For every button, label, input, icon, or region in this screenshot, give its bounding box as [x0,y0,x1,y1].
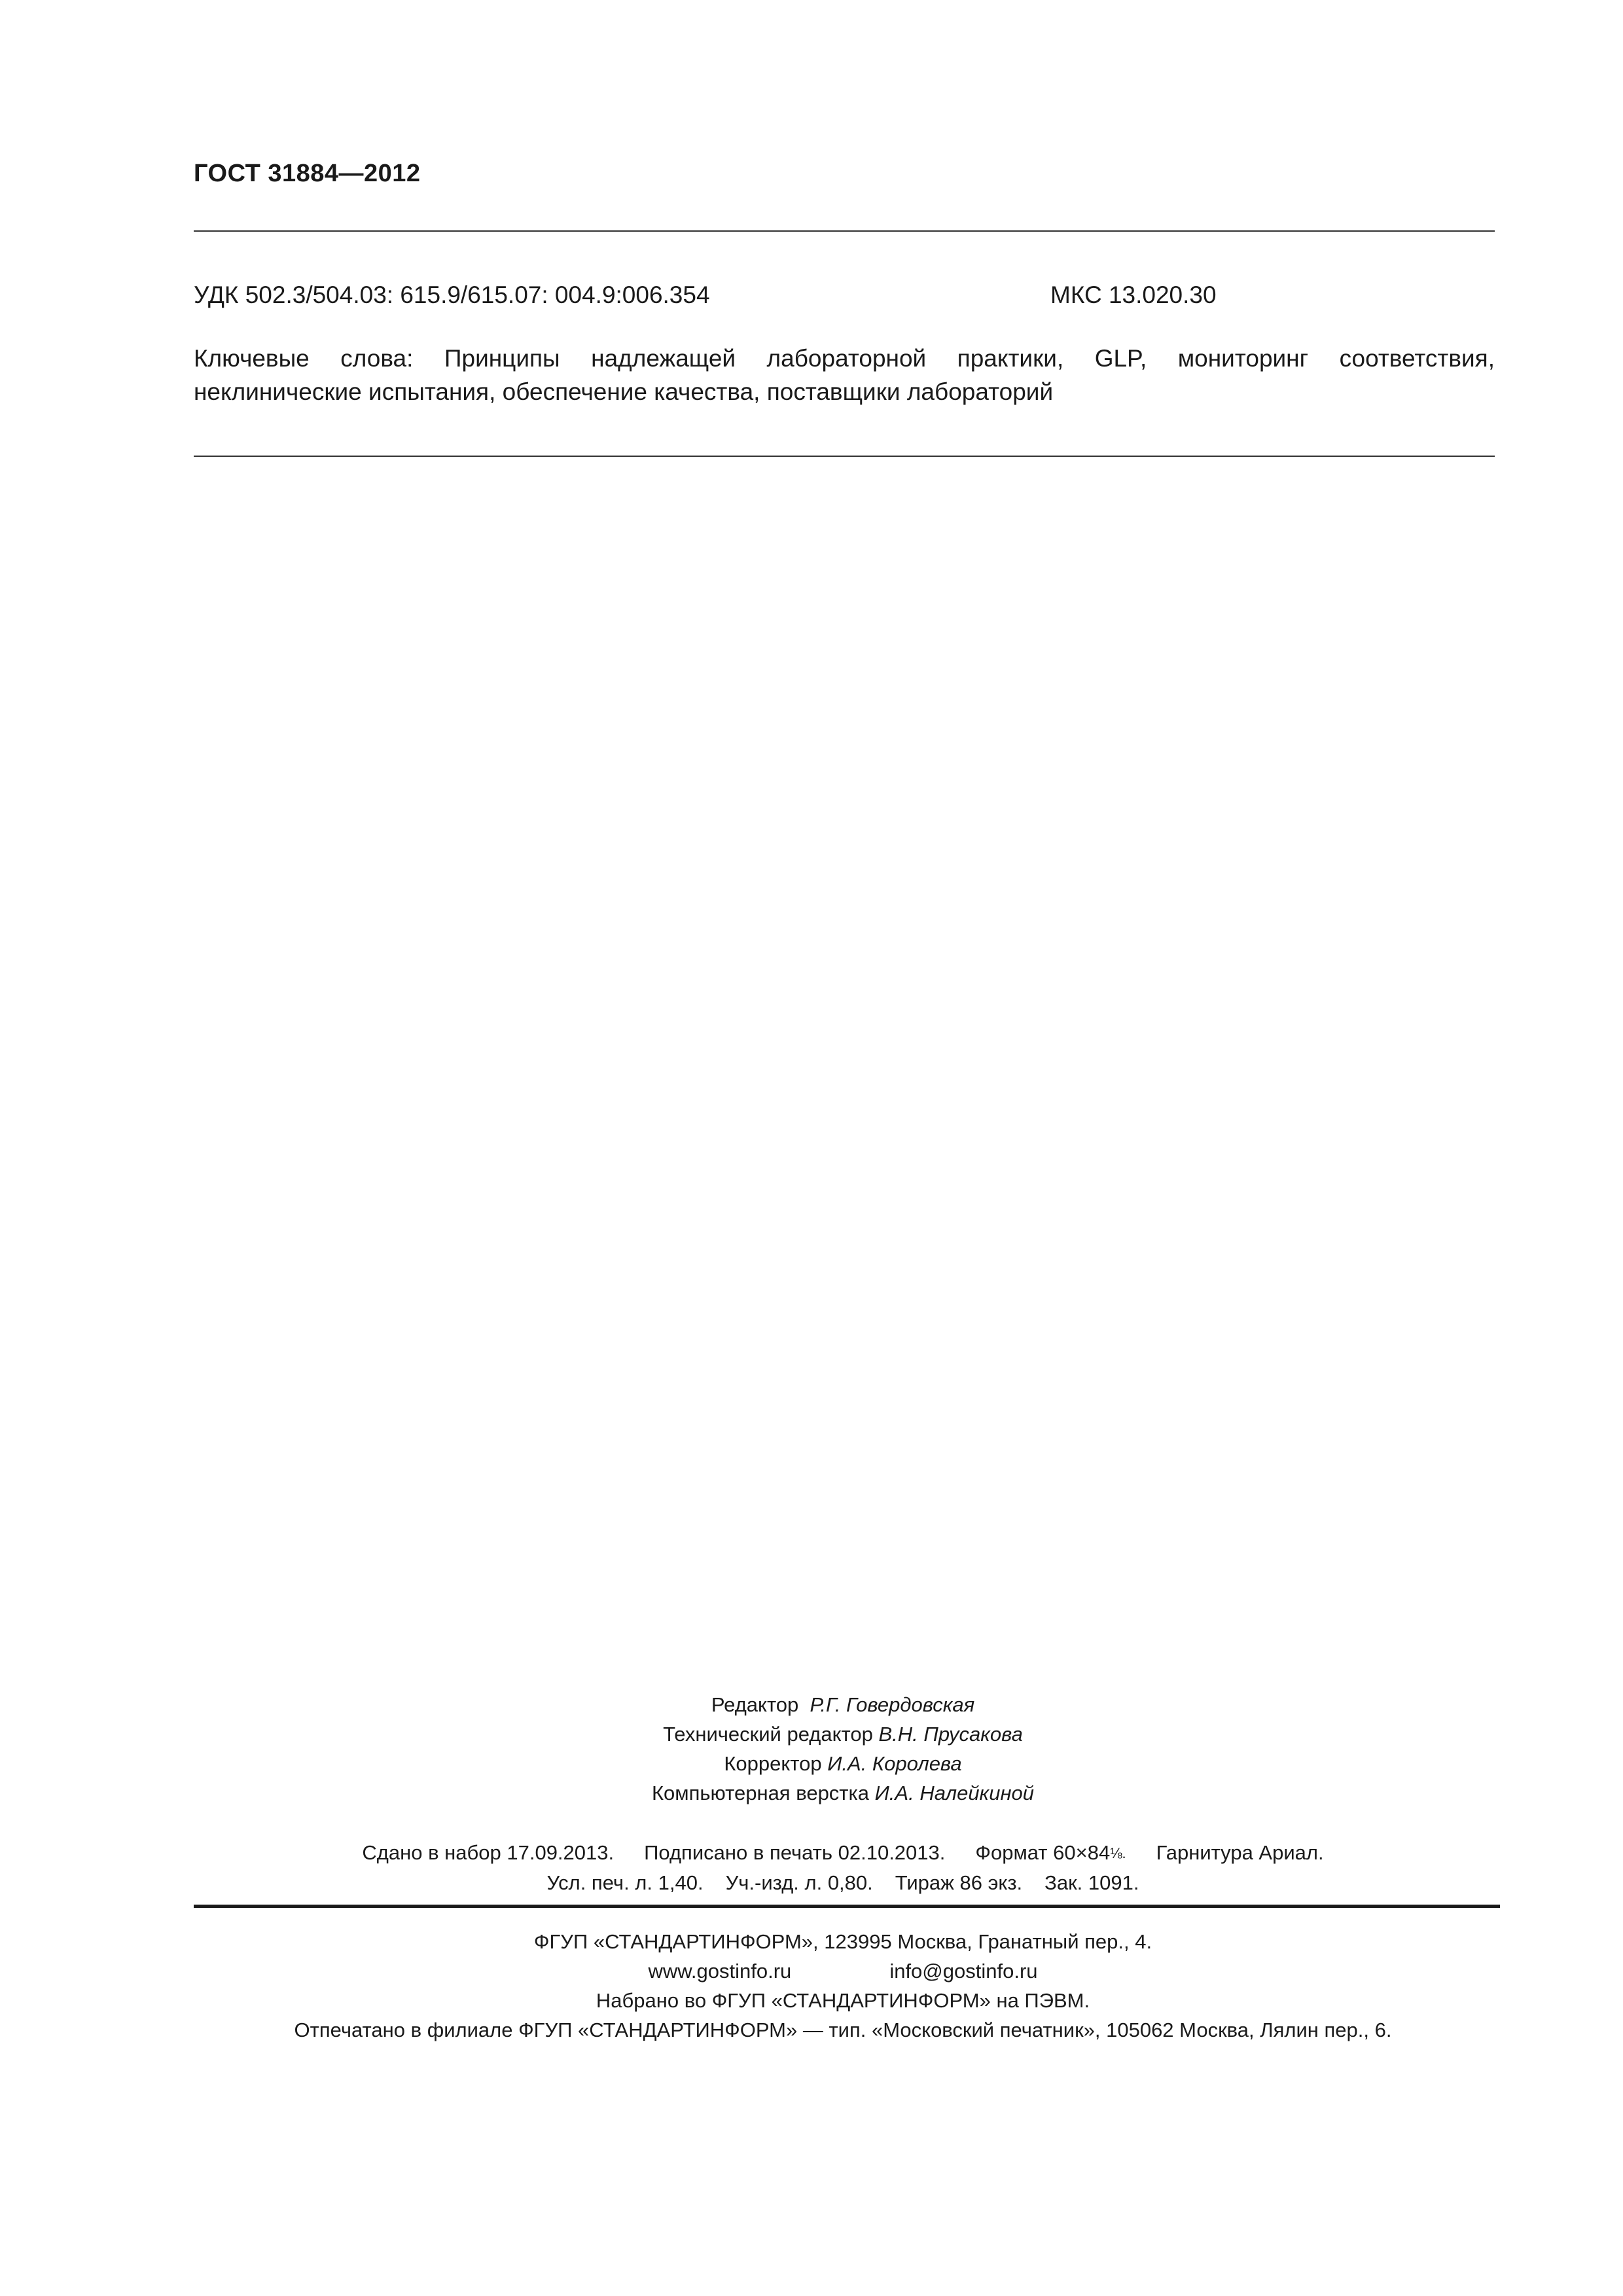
credit-role: Технический редактор [663,1723,873,1746]
imprint-conv-sheets: Усл. печ. л. 1,40. [546,1871,704,1894]
imprint-signed: Подписано в печать 02.10.2013. [644,1841,946,1864]
publisher-website: www.gostinfo.ru [648,1960,792,1982]
imprint-format-fraction: ⅛. [1110,1845,1126,1861]
imprint-divider [194,1905,1500,1908]
publisher-block [0,1927,1623,2045]
imprint-pub-sheets: Уч.-изд. л. 0,80. [725,1871,873,1894]
credit-layout [0,1778,1623,1808]
keywords-divider [194,456,1495,457]
credit-name: И.А. Королева [827,1752,962,1775]
top-divider [194,230,1495,232]
keywords-line-2: неклинические испытания, обеспечение качества, поставщики лабораторий [194,378,1054,405]
imprint-line-1 [0,1838,1623,1868]
keywords-block [194,342,1495,408]
imprint-typeface: Гарнитура Ариал. [1156,1841,1324,1864]
publisher-contacts [0,1956,1623,1986]
publisher-email: info@gostinfo.ru [889,1960,1038,1982]
imprint-block [0,1838,1623,1897]
publisher-address: ФГУП «СТАНДАРТИНФОРМ», 123995 Москва, Гранатный пер., 4. [533,1930,1152,1953]
publisher-typeset: Набрано во ФГУП «СТАНДАРТИНФОРМ» на ПЭВМ. [596,1989,1090,2012]
standard-code: ГОСТ 31884—2012 [194,160,421,187]
credit-role: Компьютерная верстка [652,1782,869,1804]
credit-editor [0,1690,1623,1719]
credit-role: Корректор [724,1752,822,1775]
imprint-print-run: Тираж 86 экз. [895,1871,1023,1894]
credit-name: В.Н. Прусакова [878,1723,1023,1746]
publisher-printed: Отпечатано в филиале ФГУП «СТАНДАРТИНФОРМ» — тип. «Московский печатник», 105062 Москва, Лялин пер., 6. [294,2018,1392,2041]
credit-proofreader [0,1749,1623,1778]
imprint-format: Формат 60×84 [975,1841,1111,1864]
imprint-submitted: Сдано в набор 17.09.2013. [362,1841,615,1864]
credits-block [0,1690,1623,1808]
imprint-line-2 [0,1868,1623,1897]
keywords-line-1: Ключевые слова: Принципы надлежащей лабораторной практики, GLP, мониторинг соответствия, [194,345,1495,372]
credit-tech-editor [0,1719,1623,1749]
credit-name: И.А. Налейкиной [874,1782,1034,1804]
credit-role: Редактор [711,1693,799,1716]
mks-code: МКС 13.020.30 [1050,281,1217,308]
credit-name: Р.Г. Говердовская [810,1693,975,1716]
udk-code: УДК 502.3/504.03: 615.9/615.07: 004.9:006.354 [194,281,710,308]
imprint-order: Зак. 1091. [1044,1871,1139,1894]
